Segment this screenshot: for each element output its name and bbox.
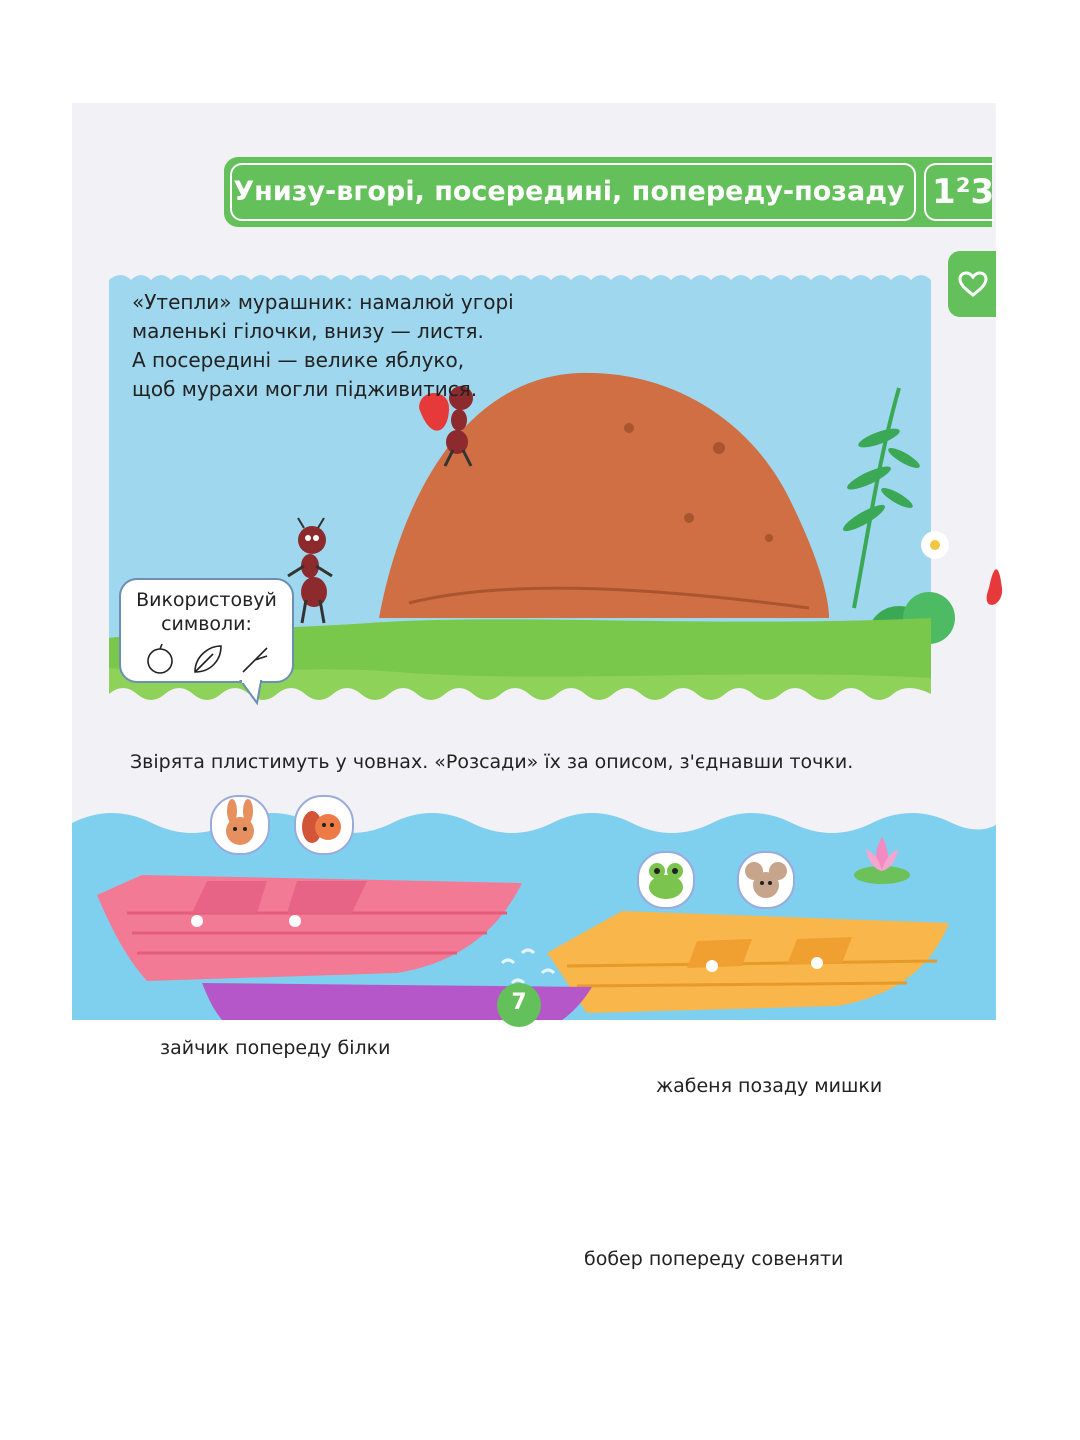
mouse-icon [739,853,793,907]
squirrel-icon [296,797,352,853]
bunny-badge [210,795,270,855]
heart-tab [948,251,996,317]
bubble-line-1: Використовуй [136,589,277,611]
boat-pink-label: зайчик попереду білки [144,1030,406,1066]
workbook-page [72,103,996,1270]
twig-icon [239,642,273,676]
instruction-line-2: маленькі гілочки, внизу — листя. [132,319,484,343]
leaf-icon [191,642,225,676]
symbols-bubble [119,578,294,683]
symbols-row [143,642,273,672]
boats-instruction: Звірята плистимуть у човнах. «Розсади» їх за описом, з'єднавши точки. [130,751,854,773]
apple-icon [143,642,177,676]
frog-icon [639,853,693,907]
bubble-line-2: символи: [161,613,252,635]
bunny-icon [212,797,268,853]
squirrel-badge [294,795,354,855]
boat-orange [547,911,952,1016]
heart-icon [958,271,988,297]
bubble-tail [239,681,263,705]
page-number: 7 [497,983,541,1027]
boat-pink [97,873,527,983]
title-bar [224,157,995,227]
anthill-instructions [132,288,552,404]
instruction-line-4: щоб мурахи могли підживитися. [132,377,478,401]
instruction-line-1: «Утепли» мурашник: намалюй угорі [132,290,514,314]
page-title: Унизу-вгорі, посередині, попереду-позаду [233,176,905,207]
lily-flower-icon [852,831,912,886]
numbers-badge: 1²3 [924,163,994,221]
instruction-line-3: А посередині — велике яблуко, [132,348,465,372]
boat-purple-label: бобер попереду совеняти [568,1241,859,1277]
boat-orange-label: жабеня позаду мишки [640,1068,898,1104]
bubble-text [121,588,292,636]
mouse-badge [737,851,795,909]
frog-badge [637,851,695,909]
